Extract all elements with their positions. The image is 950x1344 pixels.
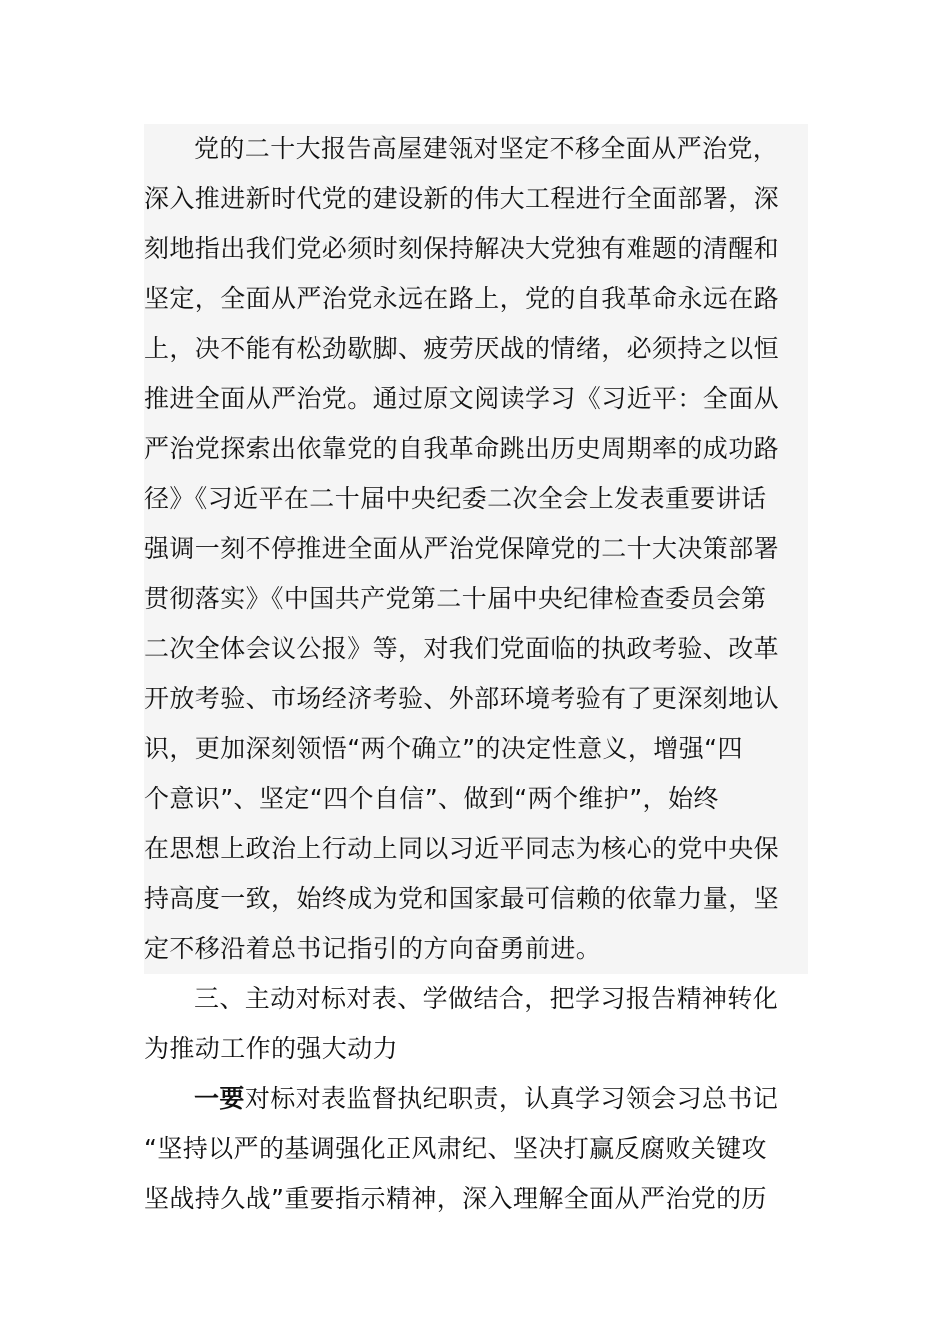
paragraph-line: “坚持以严的基调强化正风肃纪、坚决打赢反腐败关键攻 [144, 1134, 767, 1163]
paragraph-line: 严治党探索出依靠党的自我革命跳出历史周期率的成功路 [144, 434, 780, 463]
paragraph-line: 强调一刻不停推进全面从严治党保障党的二十大决策部署 [144, 534, 780, 563]
paragraph-strict-governance [144, 124, 808, 974]
paragraph-line: 识，更加深刻领悟“两个确立”的决定性意义，增强“四 [144, 734, 743, 763]
heading-line: 三、主动对标对表、学做结合，把学习报告精神转化 [194, 984, 779, 1013]
paragraph-line: 开放考验、市场经济考验、外部环境考验有了更深刻地认 [144, 684, 780, 713]
paragraph-line: 二次全体会议公报》等，对我们党面临的执政考验、改革 [144, 634, 780, 663]
paragraph-line: 刻地指出我们党必须时刻保持解决大党独有难题的清醒和 [144, 234, 780, 263]
paragraph-line: 推进全面从严治党。通过原文阅读学习《习近平：全面从 [144, 384, 780, 413]
paragraph-supervision-duty [144, 1074, 808, 1224]
paragraph-line: 持高度一致，始终成为党和国家最可信赖的依靠力量，坚 [144, 884, 780, 913]
paragraph-first-line-text: 对标对表监督执纪职责，认真学习领会习总书记 [244, 1084, 779, 1113]
paragraph-line: 上，决不能有松劲歇脚、疲劳厌战的情绪，必须持之以恒 [144, 334, 780, 363]
paragraph-line: 深入推进新时代党的建设新的伟大工程进行全面部署，深 [144, 184, 780, 213]
paragraph-line: 径》《习近平在二十届中央纪委二次全会上发表重要讲话 [144, 484, 767, 513]
paragraph-line: 坚定，全面从严治党永远在路上，党的自我革命永远在路 [144, 284, 780, 313]
paragraph-line: 个意识”、坚定“四个自信”、做到“两个维护”，始终 [144, 784, 719, 813]
paragraph-line: 在思想上政治上行动上同以习近平同志为核心的党中央保 [144, 834, 780, 863]
paragraph-line: 贯彻落实》《中国共产党第二十届中央纪律检查委员会第 [144, 584, 767, 613]
paragraph-line: 定不移沿着总书记指引的方向奋勇前进。 [144, 934, 602, 963]
heading-line: 为推动工作的强大动力 [144, 1034, 399, 1063]
paragraph-lead-bold: 一要 [194, 1084, 245, 1113]
paragraph-line: 党的二十大报告高屋建瓴对坚定不移全面从严治党， [194, 134, 779, 163]
paragraph-first-line [144, 1074, 808, 1124]
paragraph-line: 坚战持久战”重要指示精神，深入理解全面从严治党的历 [144, 1184, 767, 1213]
section-heading [144, 974, 808, 1074]
